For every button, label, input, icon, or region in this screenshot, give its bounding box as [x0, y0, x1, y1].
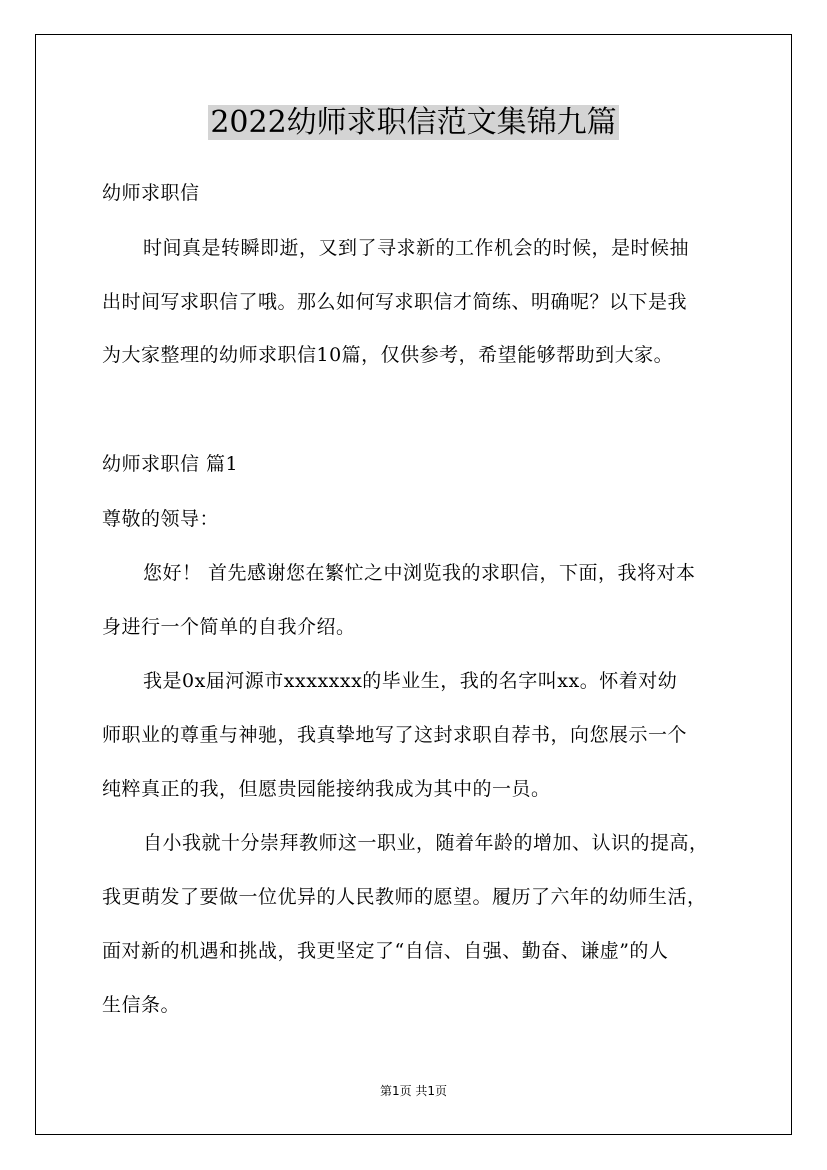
section-heading: 幼师求职信 [102, 182, 200, 204]
paragraph-line: 纯粹真正的我，但愿贵园能接纳我成为其中的一员。 [102, 778, 551, 800]
section-heading: 幼师求职信 篇1 [102, 453, 239, 475]
paragraph-line: 自小我就十分崇拜教师这一职业，随着年龄的增加、认识的提高， [143, 832, 709, 854]
salutation: 尊敬的领导： [102, 508, 220, 530]
paragraph-line: 生信条。 [102, 994, 181, 1016]
document-title-text: 2022幼师求职信范文集锦九篇 [210, 105, 617, 140]
paragraph-line: 为大家整理的幼师求职信10篇，仅供参考，希望能够帮助到大家。 [102, 344, 674, 366]
paragraph-line: 我更萌发了要做一位优异的人民教师的愿望。履历了六年的幼师生活， [102, 886, 707, 908]
page-number-footer: 第1页 共1页 [379, 1084, 448, 1098]
paragraph-line: 出时间写求职信了哦。那么如何写求职信才简练、明确呢？以下是我 [102, 291, 688, 313]
paragraph-line: 师职业的尊重与神驰，我真挚地写了这封求职自荐书，向您展示一个 [102, 724, 688, 746]
document-title [0, 103, 827, 143]
paragraph-line: 身进行一个简单的自我介绍。 [102, 616, 356, 638]
paragraph-line: 我是0x届河源市xxxxxxx的毕业生，我的名字叫xx。怀着对幼 [143, 670, 678, 692]
paragraph-line: 您好！ 首先感谢您在繁忙之中浏览我的求职信，下面，我将对本 [143, 562, 696, 584]
paragraph-line: 时间真是转瞬即逝，又到了寻求新的工作机会的时候，是时候抽 [143, 237, 690, 259]
paragraph-line: 面对新的机遇和挑战，我更坚定了“自信、自强、勤奋、谦虚”的人 [102, 940, 669, 962]
